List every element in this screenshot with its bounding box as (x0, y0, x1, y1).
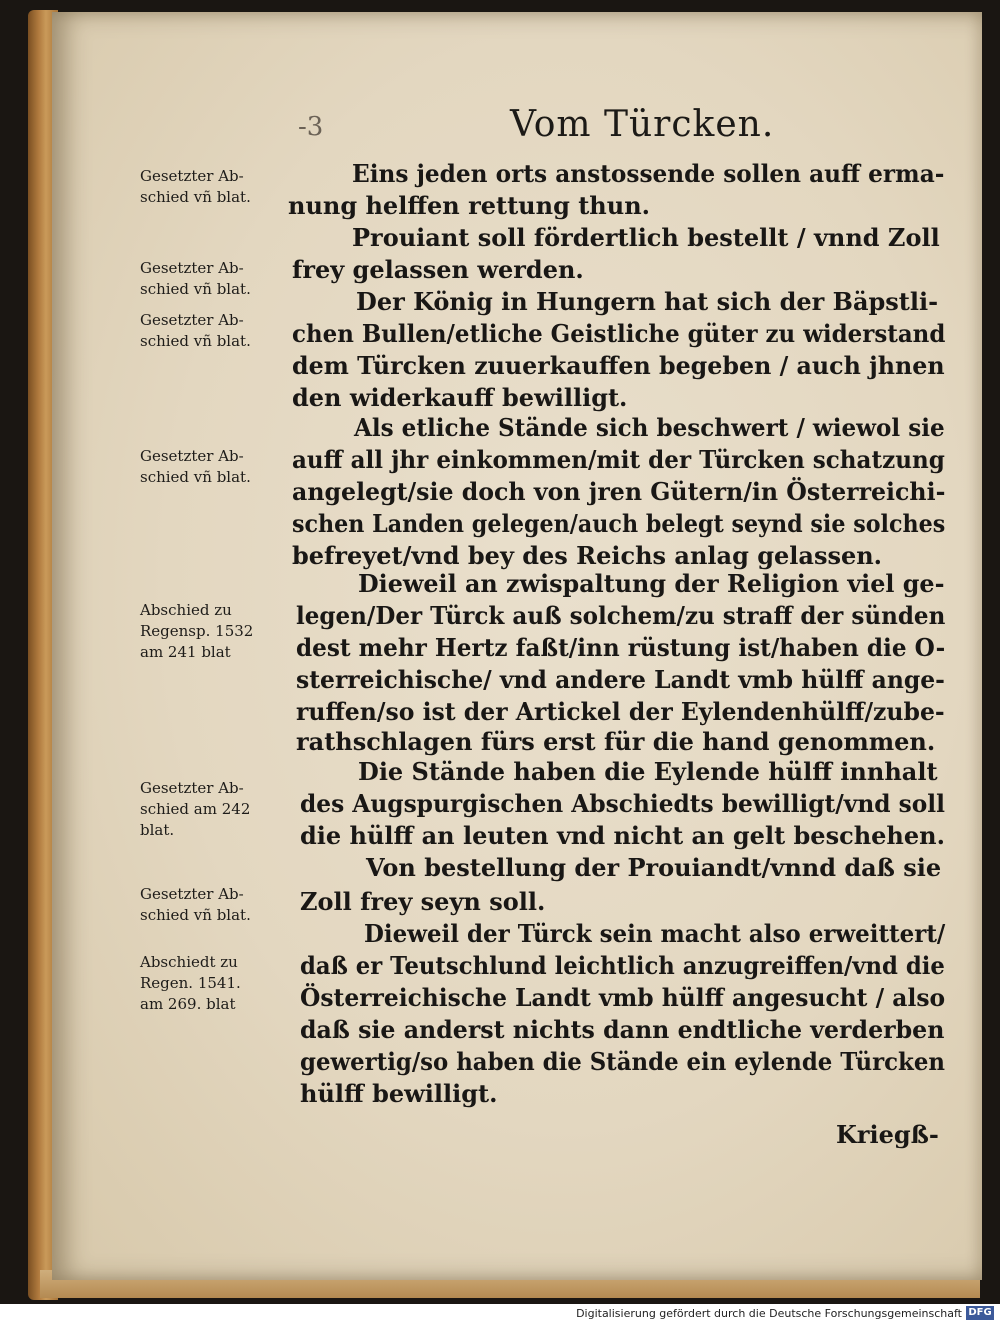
margin-note: Gesetzter Ab- schied vñ blat. (140, 259, 251, 298)
running-head: Vom Türcken. (510, 104, 775, 145)
text-line: nung helffen rettung thun. (288, 191, 651, 220)
text-line: angelegt/sie doch von jren Gütern/in Österreichi- (292, 477, 946, 506)
text-line: des Augspurgischen Abschiedts bewilligt/vnd soll (300, 789, 945, 818)
text-line: Eins jeden orts anstossende sollen auff erma- (352, 159, 945, 188)
footer-credit: Digitalisierung gefördert durch die Deutsche Forschungsgemeinschaft (576, 1307, 962, 1320)
text-line: Zoll frey seyn soll. (300, 887, 546, 916)
text-line: Als etliche Stände sich beschwert / wiewol sie (354, 413, 945, 442)
text-line: Von bestellung der Prouiandt/vnnd daß sie (366, 853, 942, 882)
margin-note: Gesetzter Ab- schied vñ blat. (140, 167, 251, 206)
text-line: daß sie anderst nichts dann endtliche verderben (300, 1015, 945, 1044)
text-line: dem Türcken zuuerkauffen begeben / auch jhnen (292, 351, 945, 380)
margin-note: Gesetzter Ab- schied vñ blat. (140, 311, 251, 350)
catchword: Kriegß- (836, 1120, 939, 1149)
text-line: ruffen/so ist der Artickel der Eylendenhülff/zube- (296, 697, 945, 726)
text-line: rathschlagen fürs erst für die hand genommen. (296, 727, 936, 756)
margin-note: Gesetzter Ab- schied vñ blat. (140, 885, 251, 924)
text-line: frey gelassen werden. (292, 255, 584, 284)
text-line: schen Landen gelegen/auch belegt seynd sie solches (292, 509, 946, 538)
text-line: chen Bullen/etliche Geistliche güter zu widerstand (292, 319, 946, 348)
text-line: Dieweil an zwispaltung der Religion viel ge- (358, 569, 945, 598)
margin-note: Abschiedt zu Regen. 1541. am 269. blat (140, 953, 241, 1013)
text-line: daß er Teutschlund leichtlich anzugreiffen/vnd die (300, 951, 945, 980)
show-through-mark: -3 (298, 112, 324, 142)
text-line: Der König in Hungern hat sich der Bäpstli- (356, 287, 939, 316)
dfg-logo: DFG (966, 1306, 994, 1320)
margin-note: Abschied zu Regensp. 1532 am 241 blat (140, 601, 254, 661)
margin-note: Gesetzter Ab- schied am 242 blat. (140, 779, 251, 839)
text-line: Prouiant soll fördertlich bestellt / vnnd Zoll (352, 223, 940, 252)
text-line: Dieweil der Türck sein macht also erweittert/ (364, 919, 946, 948)
text-line: hülff bewilligt. (300, 1079, 498, 1108)
text-line: Österreichische Landt vmb hülff angesucht / also (300, 983, 946, 1012)
text-line: gewertig/so haben die Stände ein eylende Türcken (300, 1047, 945, 1076)
text-line: befreyet/vnd bey des Reichs anlag gelassen. (292, 541, 883, 570)
text-line: legen/Der Türck auß solchem/zu straff der sünden (296, 601, 946, 630)
text-line: den widerkauff bewilligt. (292, 383, 628, 412)
text-line: Die Stände haben die Eylende hülff innhalt (358, 757, 938, 786)
margin-note: Gesetzter Ab- schied vñ blat. (140, 447, 251, 486)
text-line: die hülff an leuten vnd nicht an gelt beschehen. (300, 821, 945, 850)
text-line: auff all jhr einkommen/mit der Türcken schatzung (292, 445, 945, 474)
text-line: dest mehr Hertz faßt/inn rüstung ist/haben die O- (296, 633, 946, 662)
text-line: sterreichische/ vnd andere Landt vmb hülff ange- (296, 665, 945, 694)
